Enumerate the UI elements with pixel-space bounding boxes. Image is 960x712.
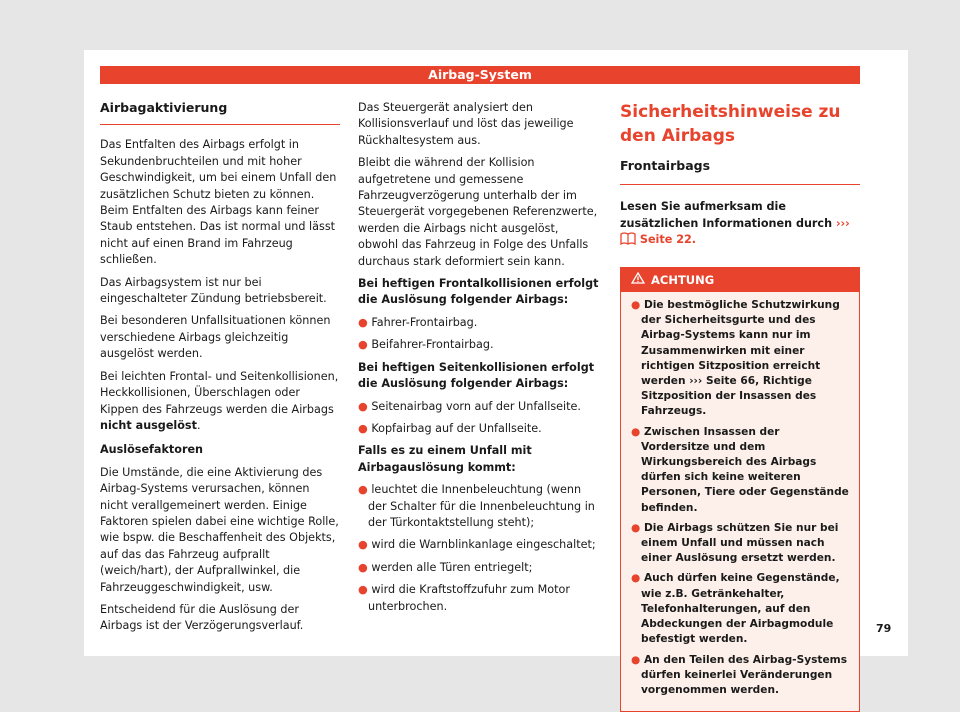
warning-item: ● Auch dürfen keine Gegenstände, wie z.B. Getränkehalter, Telefonhalterungen, auf den Abdeckungen der Airbagmodule befestigt werden.	[631, 572, 840, 646]
paragraph: Entscheidend für die Auslösung der Airbags ist der Verzögerungsverlauf.	[100, 602, 304, 633]
list-item: ● Beifahrer-Frontairbag.	[358, 338, 494, 352]
warning-item: ● Zwischen Insassen der Vordersitze und dem Wirkungsbereich des Airbags dürfen sich keine weiteren Personen, Tiere oder Gegenstände befinden.	[631, 425, 849, 514]
paragraph: Die Umstände, die eine Aktivierung des Airbag-Systems verursachen, können nicht verallgemeinert werden. Einige Faktoren spielen dabei eine wichtige Rolle, wie bspw. die Beschaffenheit des Objekts, auf das das Fahrzeug aufprallt (weich/hart), der Aufprallwinkel, die Fahrzeuggeschwindigkeit, usw.	[100, 465, 339, 594]
bullet-icon: ●	[358, 421, 372, 435]
bullet-icon: ●	[358, 583, 372, 597]
page-reference-link[interactable]: Seite 22.	[639, 233, 697, 247]
bullet-icon: ●	[631, 653, 644, 666]
warning-item: ● Die bestmögliche Schutzwirkung der Sicherheitsgurte und des Airbag-Systems kann nur im Zusammenwirken mit einer richtigen Sitzposition erreicht werden ››› Seite 66, Richtige Sitzposition der Insassen des Fahrzeugs.	[631, 299, 840, 418]
bullet-icon: ●	[358, 399, 372, 413]
list-item: ● werden alle Türen entriegelt;	[358, 560, 533, 574]
bullet-icon: ●	[358, 315, 372, 329]
warning-box	[620, 267, 860, 712]
list-item: ● wird die Kraftstoffzufuhr zum Motor unterbrochen.	[358, 583, 570, 613]
chapter-header: Airbag-System	[100, 66, 860, 84]
paragraph: Das Airbagsystem ist nur bei eingeschalteter Zündung betriebsbereit.	[100, 275, 327, 306]
bullet-icon: ●	[358, 560, 372, 574]
bullet-icon: ●	[358, 538, 372, 552]
bullet-icon: ●	[631, 572, 644, 585]
section-title-sicherheitshinweise: Sicherheitshinweise zu den Airbags	[620, 102, 841, 146]
bullet-icon: ●	[631, 299, 644, 312]
bullet-icon: ●	[631, 425, 644, 438]
page-number: 79	[876, 622, 892, 635]
column-1	[100, 100, 340, 641]
intro-paragraph: Lesen Sie aufmerksam die zusätzlichen Informationen durch ››› Seite 22.	[620, 199, 860, 250]
warning-label: ACHTUNG	[651, 272, 715, 287]
paragraph: Bei besonderen Unfallsituationen können verschiedene Airbags gleichzeitig ausgelöst werden.	[100, 314, 331, 361]
list-heading: Falls es zu einem Unfall mit Airbagauslösung kommt:	[358, 444, 532, 474]
list-item: ● wird die Warnblinkanlage eingeschaltet;	[358, 538, 596, 552]
subsection-title-frontairbags: Frontairbags	[620, 158, 860, 185]
list-item: ● leuchtet die Innenbeleuchtung (wenn der Schalter für die Innenbeleuchtung in der Türkontaktstellung steht);	[358, 483, 595, 529]
list-item: ● Seitenairbag vorn auf der Unfallseite.	[358, 399, 581, 413]
list-heading: Bei heftigen Seitenkollisionen erfolgt die Auslösung folgender Airbags:	[358, 360, 595, 391]
list-heading: Bei heftigen Frontalkollisionen erfolgt die Auslösung folgender Airbags:	[358, 277, 599, 307]
bullet-icon: ●	[358, 483, 372, 497]
book-reference-icon	[620, 232, 636, 250]
paragraph: Das Steuergerät analysiert den Kollisionsverlauf und löst das jeweilige Rückhaltesystem aus.	[358, 101, 574, 147]
subheading-ausloesefaktoren: Auslösefaktoren	[100, 443, 204, 457]
bullet-icon: ●	[358, 338, 372, 352]
list-item: ● Fahrer-Frontairbag.	[358, 315, 478, 329]
warning-header	[621, 268, 859, 292]
paragraph: Bleibt die während der Kollision aufgetretene und gemessene Fahrzeugverzögerung unterhalb der im Steuergerät vorgegebenen Referenzwerte, werden die Airbags nicht ausgelöst, obwohl das Fahrzeug in Folge des Unfalls durchaus stark deformiert sein kann.	[358, 156, 598, 268]
column-3	[620, 100, 860, 712]
paragraph: Bei leichten Frontal- und Seitenkollisionen, Heckkollisionen, Überschlagen oder Kippen des Fahrzeugs werden die Airbags nicht ausgelöst.	[100, 369, 339, 432]
paragraph: Das Entfalten des Airbags erfolgt in Sekundenbruchteilen und mit hoher Geschwindigkeit, um bei einem Unfall den zusätzlichen Schutz bieten zu können. Beim Entfalten des Airbags kann feiner Staub entstehen. Das ist normal und lässt nicht auf einen Brand im Fahrzeug schließen.	[100, 138, 337, 267]
warning-body	[621, 292, 859, 711]
warning-item: ● An den Teilen des Airbag-Systems dürfen keinerlei Veränderungen vorgenommen werden.	[631, 653, 848, 696]
section-title-airbagaktivierung: Airbagaktivierung	[100, 100, 340, 125]
column-2	[358, 100, 600, 621]
list-item: ● Kopfairbag auf der Unfallseite.	[358, 421, 542, 435]
warning-triangle-icon	[631, 272, 645, 288]
bullet-icon: ●	[631, 521, 644, 534]
warning-item: ● Die Airbags schützen Sie nur bei einem Unfall und müssen nach einer Auslösung ersetzt werden.	[631, 521, 839, 565]
